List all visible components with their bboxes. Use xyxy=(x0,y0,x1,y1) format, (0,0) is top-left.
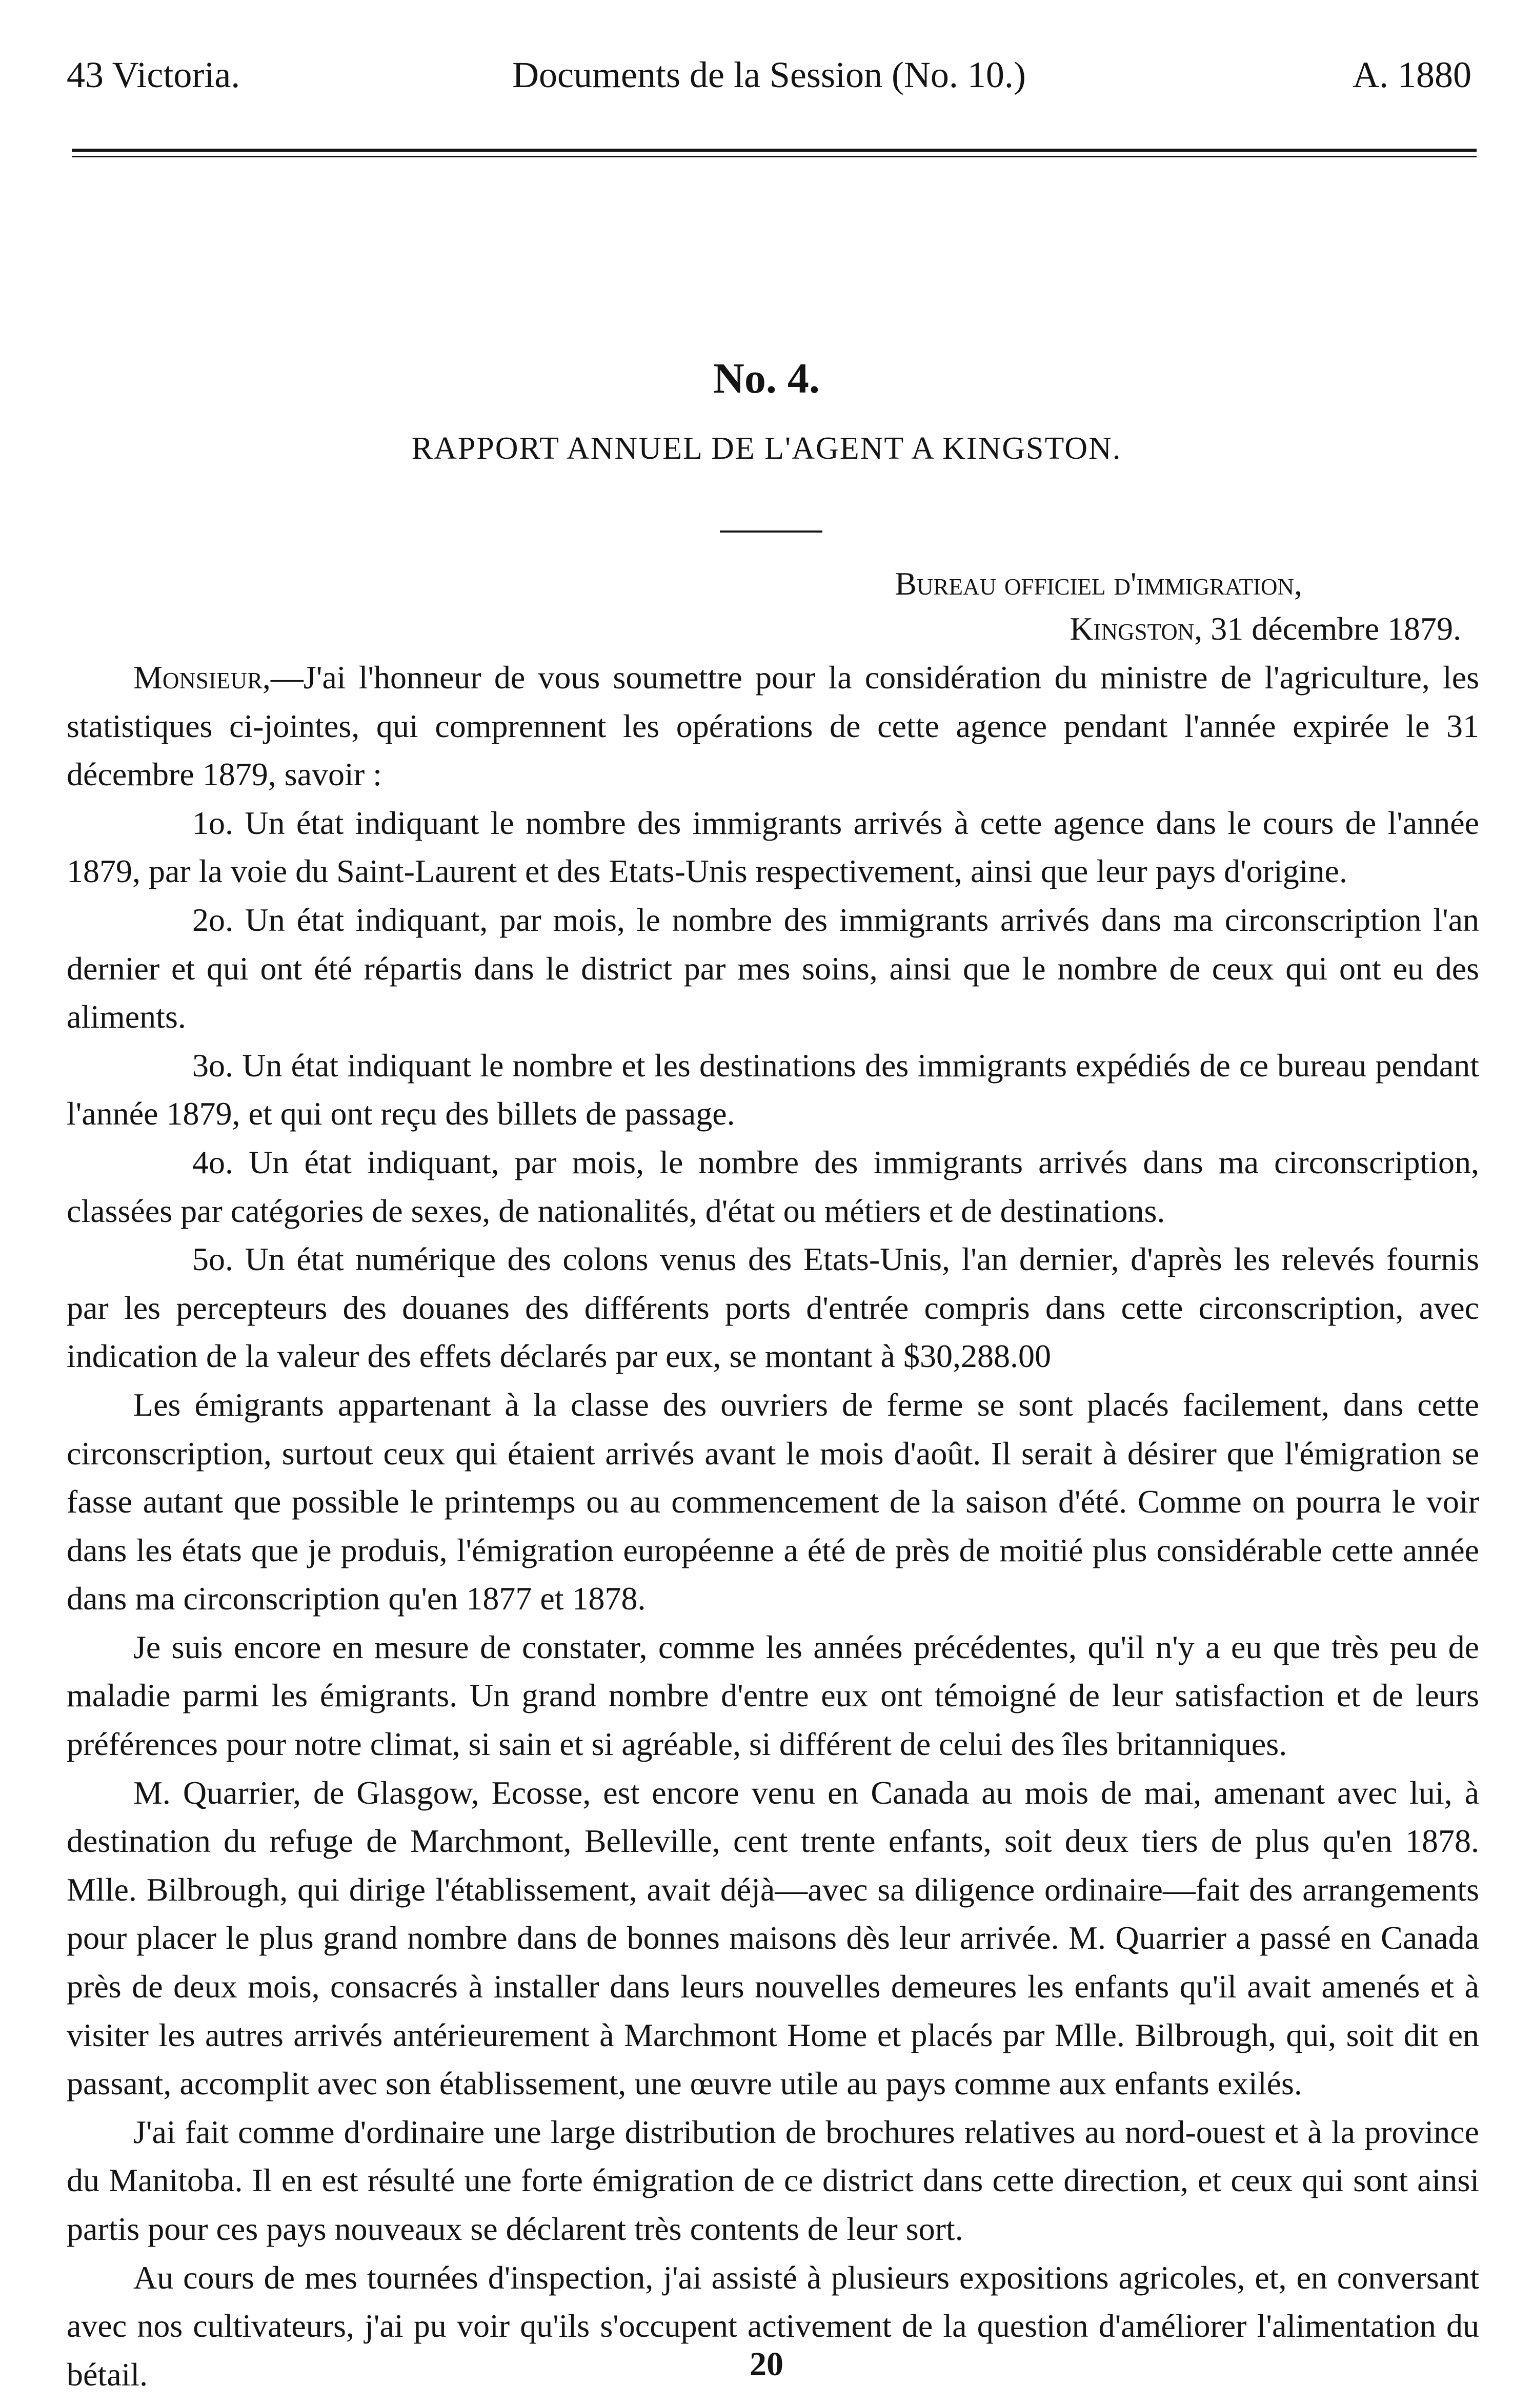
title-divider xyxy=(720,530,822,533)
paragraph-text: —J'ai l'honneur de vous soumettre pour la considération du ministre de l'agriculture, les statistiques ci-jointes, qui comprennent les opérations de cette agence pendant l'année expirée le 31 décembre 1879, savoir : xyxy=(67,659,1479,793)
list-item-3: 3o. Un état indiquant le nombre et les destinations des immigrants expédiés de ce bureau pendant l'année 1879, et qui ont reçu des billets de passage. xyxy=(67,1047,1479,1132)
document-title: RAPPORT ANNUEL DE L'AGENT A KINGSTON. xyxy=(411,431,1122,466)
list-item-4: 4o. Un état indiquant, par mois, le nombre des immigrants arrivés dans ma circonscription, classées par catégories de sexes, de nationalités, d'état ou métiers et de destinations. xyxy=(67,1144,1479,1229)
page-number: 20 xyxy=(750,2345,783,2383)
letter-origin xyxy=(692,561,1461,651)
origin-office: Bureau officiel d'immigration, xyxy=(895,565,1302,602)
running-head xyxy=(67,54,1471,110)
list-item-1: 1o. Un état indiquant le nombre des immigrants arrivés à cette agence dans le cours de l'année 1879, par la voie du Saint-Laurent et des Etats-Unis respectivement, ainsi que leur pays d'origine. xyxy=(67,804,1479,890)
paragraph-inspection: Au cours de mes tournées d'inspection, j'ai assisté à plusieurs expositions agricoles, et, en conversant avec nos cultivateurs, j'ai pu voir qu'ils s'occupent activement de la question d'améliorer l'alimentation du bétail. xyxy=(67,2259,1479,2393)
header-rule-thick xyxy=(72,149,1477,152)
header-rule-thin xyxy=(72,156,1477,157)
paragraph-emigrants: Les émigrants appartenant à la classe des ouvriers de ferme se sont placés facilement, dans cette circonscription, surtout ceux qui étaient arrivés avant le mois d'août. Il serait à désirer que l'émigration se fasse autant que possible le printemps ou au commencement de la saison d'été. Comme on pourra le voir dans les états que je produis, l'émigration européenne a été de près de moitié plus considérable cette année dans ma circonscription qu'en 1877 et 1878. xyxy=(67,1386,1479,1617)
paragraph-brochures: J'ai fait comme d'ordinaire une large distribution de brochures relatives au nord-ouest et à la province du Manitoba. Il en est résulté une forte émigration de ce district dans cette direction, et ceux qui sont ainsi partis pour ces pays nouveaux se déclarent très contents de leur sort. xyxy=(67,2113,1479,2247)
header-right: A. 1880 xyxy=(1353,54,1471,95)
document-number: No. 4. xyxy=(713,355,820,402)
paragraph-quarrier: M. Quarrier, de Glasgow, Ecosse, est encore venu en Canada au mois de mai, amenant avec lui, à destination du refuge de Marchmont, Belleville, cent trente enfants, soit deux tiers de plus qu'en 1878. Mlle. Bilbrough, qui dirige l'établissement, avait déjà—avec sa diligence ordinaire—fait des arrangements pour placer le plus grand nombre dans de bonnes maisons dès leur arrivée. M. Quarrier a passé en Canada près de deux mois, consacrés à installer dans leurs nouvelles demeures les enfants qu'il avait amenés et à visiter les autres arrivés antérieurement à Marchmont Home et placés par Mlle. Bilbrough, qui, soit dit en passant, accomplit avec son établissement, une œuvre utile au pays comme aux enfants exilés. xyxy=(67,1774,1479,2102)
letter-body xyxy=(67,654,1479,2399)
paragraph-salutation xyxy=(67,654,1479,799)
header-left: 43 Victoria. xyxy=(67,54,240,95)
list-item-2: 2o. Un état indiquant, par mois, le nombre des immigrants arrivés dans ma circonscription l'an dernier et qui ont été répartis dans le district par mes soins, ainsi que le nombre de ceux qui ont eu des aliments. xyxy=(67,901,1479,1035)
origin-date: 31 décembre 1879. xyxy=(1211,610,1461,647)
paragraph-health: Je suis encore en mesure de constater, comme les années précédentes, qu'il n'y a eu que très peu de maladie parmi les émigrants. Un grand nombre d'entre eux ont témoigné de leur satisfaction et de leurs préférences pour notre climat, si sain et si agréable, si différent de celui des îles britanniques. xyxy=(67,1628,1479,1763)
header-center: Documents de la Session (No. 10.) xyxy=(512,54,1026,95)
origin-place: Kingston, xyxy=(1070,610,1203,647)
salutation: Monsieur, xyxy=(133,659,271,696)
list-item-5: 5o. Un état numérique des colons venus des Etats-Unis, l'an dernier, d'après les relevés fournis par les percepteurs des douanes des différents ports d'entrée compris dans cette circonscription, avec indication de la valeur des effets déclarés par eux, se montant à $30,288.00 xyxy=(67,1241,1479,1375)
origin-place-date xyxy=(692,606,1461,651)
